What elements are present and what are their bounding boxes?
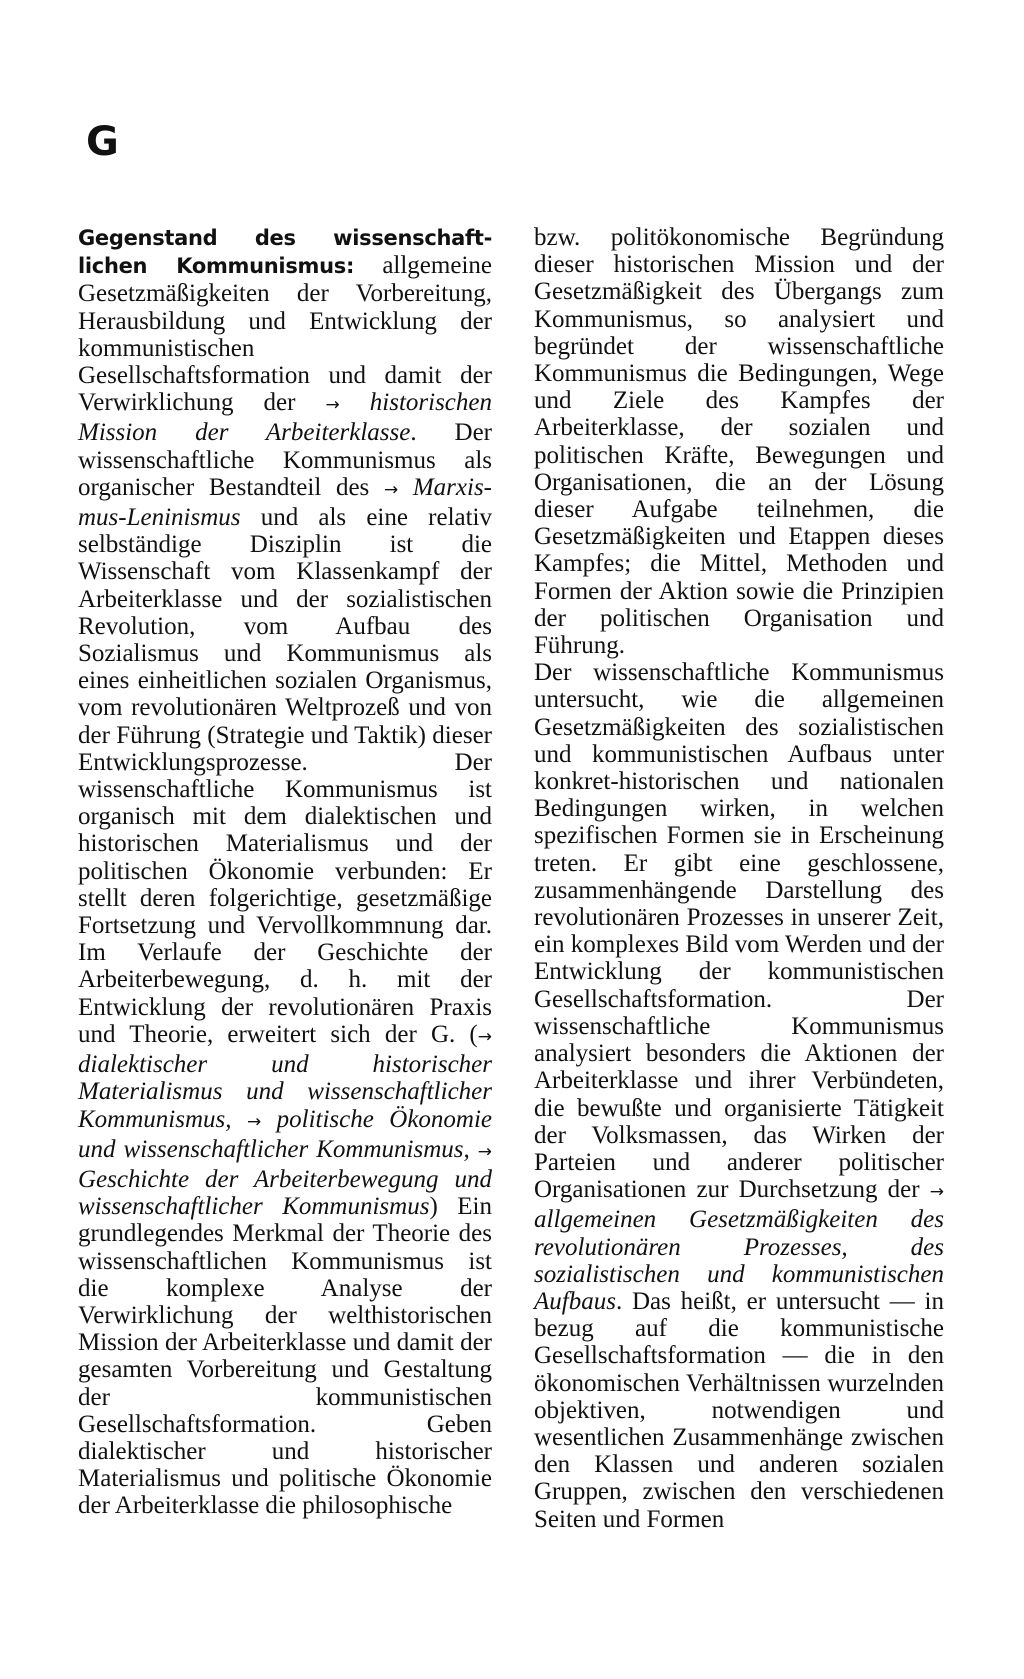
arrow-icon: → [929, 1182, 944, 1203]
entry-text: allgemeine Gesetzmäßigkeiten der Vorbereitung, Herausbildung und Entwicklung der kommunistischen Gesellschaftsformation und damit der Verwirklichung der [78, 252, 492, 417]
entry-text: Der wissenschaftliche Kommunismus untersucht, wie die allgemeinen Gesetzmäßigkeiten des sozialistischen und kommunistischen Aufbaus unter konkret-historischen und nationalen Bedingungen wirken, in welchen spezifischen Formen sie in Erscheinung treten. Er gibt eine geschlossene, zusammenhängende Darstellung des revolutionären Prozesses in unserer Zeit, ein komplexes Bild vom Werden und der Entwicklung der kommunistischen Gesellschaftsformation. Der wissenschaftliche Kommunismus analysiert besonders die Aktionen der Arbeiterklasse und ihrer Verbündeten, die bewußte und organisierte Tätigkeit der Volksmassen, das Wirken der Parteien und anderer politischer Organisationen zur Durchsetzung der [534, 659, 944, 1204]
arrow-icon: → [477, 1141, 492, 1162]
arrow-icon: → [246, 1111, 262, 1132]
cross-reference[interactable]: allgemeinen Gesetzmäßigkeiten des revolutionären Prozesses, des sozialistischen und kommunistischen Aufbaus [534, 1206, 944, 1315]
right-column [534, 224, 944, 1533]
cross-reference[interactable]: politische Ökonomie und wissenschaftlicher Kommunismus, [78, 1105, 493, 1163]
cross-reference[interactable]: Marxis-mus-Leninismus [78, 473, 492, 532]
left-column [78, 224, 492, 1520]
entry-text: ) Ein grundlegendes Merkmal der Theorie des wissenschaftlichen Kommunismus ist die komplexe Analyse der Verwirklichung der welthistorischen Mission der Arbeiterklasse und damit der gesamten Vorbereitung und Gestaltung der kommunistischen Gesellschaftsformation. Geben dialektischer und historischer Materialismus und politische Ökonomie der Arbeiterklasse die philosophische [78, 1193, 492, 1520]
cross-reference[interactable]: dialektischer und historischer Materialismus und wissenschaftlicher Kommunismus, [78, 1051, 492, 1133]
cross-reference[interactable]: Geschichte der Arbeiterbewegung und wissenschaftlicher Kommunismus [78, 1165, 492, 1221]
entry-text: und als eine relativ selbständige Disziplin ist die Wissenschaft vom Klassenkampf der Arbeiterklasse und der sozialistischen Revolution, vom Aufbau des Sozialismus und Kommunismus als eines einheitlichen sozialen Organismus, vom revolutionären Weltprozeß und von der Führung (Strategie und Taktik) dieser Entwicklungsprozesse. Der wissenschaftliche Kommunismus ist organisch mit dem dialektischen und historischen Materialismus und der politischen Ökonomie verbunden: Er stellt deren folgerichtige, gesetzmäßige Fortsetzung und Vervollkommnung dar. Im Verlaufe der Geschichte der Arbeiterbewegung, d. h. mit der Entwicklung der revolutionären Praxis und Theorie, erweitert sich der G. ( [78, 504, 492, 1048]
arrow-icon: → [325, 395, 340, 416]
headword: Gegenstand des wissenschaft-lichen Kommunismus: [78, 226, 492, 279]
entry-paragraph [78, 224, 492, 1520]
arrow-icon: → [383, 479, 399, 500]
cross-reference[interactable]: historischen Mission der Arbeiterklasse [78, 389, 492, 447]
arrow-icon: → [477, 1026, 492, 1047]
section-letter: G [86, 119, 119, 165]
entry-paragraph [534, 659, 944, 1533]
entry-text: . Der wissenschaftliche Kommunismus als organischer Bestandteil des [78, 419, 492, 501]
entry-text: . Das heißt, er untersucht — in bezug auf die kommunistische Gesellschaftsformation — die in den ökonomischen Verhältnissen wurzelnden objektiven, notwendigen und wesentlichen Zusammenhänge zwischen den Klassen und anderen sozialen Gruppen, zwischen den verschiedenen Seiten und Formen [534, 1287, 944, 1533]
entry-paragraph: bzw. politökonomische Begründung dieser historischen Mission und der Gesetzmäßigkeit des Übergangs zum Kommunismus, so analysiert und begründet der wissenschaftliche Kommunismus die Bedingungen, Wege und Ziele des Kampfes der Arbeiterklasse, der sozialen und politischen Kräfte, Bewegungen und Organisationen, die an der Lösung dieser Aufgabe teilnehmen, die Gesetzmäßigkeiten und Etappen dieses Kampfes; die Mittel, Methoden und Formen der Aktion sowie die Prinzipien der politischen Organisation und Führung. [534, 224, 944, 660]
